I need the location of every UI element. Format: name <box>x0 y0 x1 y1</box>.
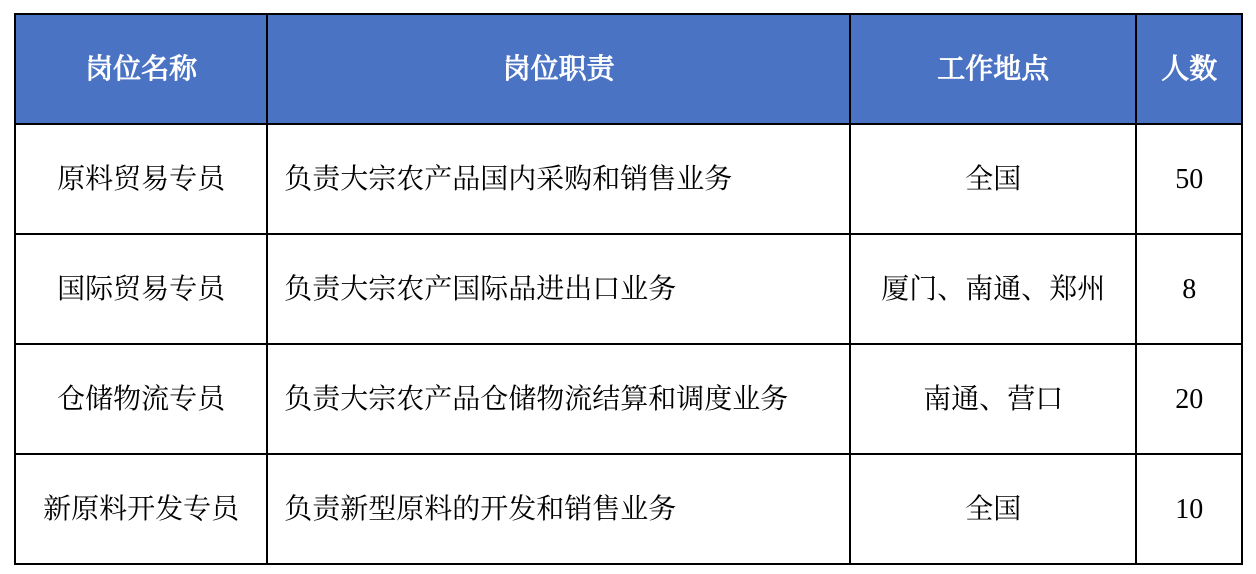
cell-duty: 负责大宗农产品仓储物流结算和调度业务 <box>267 344 850 454</box>
cell-location: 厦门、南通、郑州 <box>850 234 1136 344</box>
cell-location: 全国 <box>850 454 1136 564</box>
table-row <box>15 124 1242 234</box>
cell-position: 原料贸易专员 <box>15 124 267 234</box>
cell-count: 8 <box>1136 234 1242 344</box>
header-cell-duty: 岗位职责 <box>267 14 850 124</box>
table-row <box>15 234 1242 344</box>
header-cell-count: 人数 <box>1136 14 1242 124</box>
table-row <box>15 454 1242 564</box>
cell-duty: 负责新型原料的开发和销售业务 <box>267 454 850 564</box>
header-cell-position: 岗位名称 <box>15 14 267 124</box>
cell-location: 南通、营口 <box>850 344 1136 454</box>
cell-position: 仓储物流专员 <box>15 344 267 454</box>
cell-location: 全国 <box>850 124 1136 234</box>
cell-duty: 负责大宗农产国际品进出口业务 <box>267 234 850 344</box>
job-positions-table <box>14 13 1243 565</box>
cell-count: 20 <box>1136 344 1242 454</box>
cell-count: 50 <box>1136 124 1242 234</box>
table-row <box>15 344 1242 454</box>
cell-duty: 负责大宗农产品国内采购和销售业务 <box>267 124 850 234</box>
header-row <box>15 14 1242 124</box>
cell-position: 新原料开发专员 <box>15 454 267 564</box>
header-cell-location: 工作地点 <box>850 14 1136 124</box>
cell-position: 国际贸易专员 <box>15 234 267 344</box>
cell-count: 10 <box>1136 454 1242 564</box>
